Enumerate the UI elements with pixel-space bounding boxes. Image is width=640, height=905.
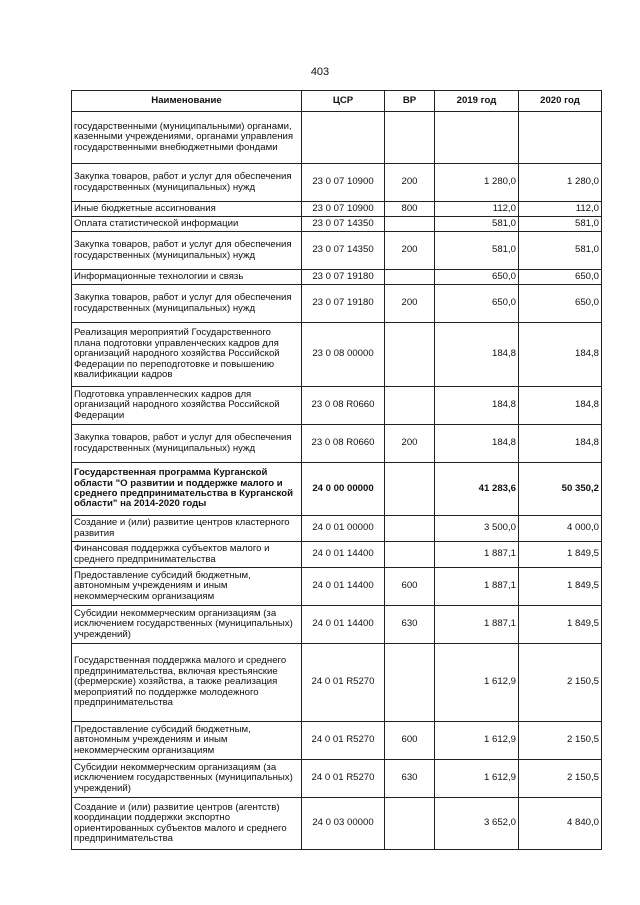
row-vr-cell bbox=[385, 112, 435, 164]
row-vr-cell: 600 bbox=[385, 568, 435, 606]
row-2019-cell: 1 887,1 bbox=[435, 542, 519, 568]
row-csr-cell: 24 0 01 R5270 bbox=[302, 760, 385, 798]
row-csr-cell: 23 0 07 19180 bbox=[302, 270, 385, 285]
row-2019-cell: 41 283,6 bbox=[435, 463, 519, 516]
row-2019-cell: 184,8 bbox=[435, 387, 519, 425]
row-name-cell: Закупка товаров, работ и услуг для обеспечения государственных (муниципальных) нужд bbox=[72, 232, 302, 270]
row-name-cell: Закупка товаров, работ и услуг для обеспечения государственных (муниципальных) нужд bbox=[72, 425, 302, 463]
table-row bbox=[72, 644, 602, 722]
row-csr-cell: 24 0 01 14400 bbox=[302, 606, 385, 644]
row-2020-cell: 50 350,2 bbox=[519, 463, 602, 516]
row-csr-cell: 24 0 01 00000 bbox=[302, 516, 385, 542]
row-2020-cell: 650,0 bbox=[519, 270, 602, 285]
row-name-cell: Информационные технологии и связь bbox=[72, 270, 302, 285]
row-2019-cell: 1 612,9 bbox=[435, 644, 519, 722]
row-name-cell: Подготовка управленческих кадров для организаций народного хозяйства Российской Федерации bbox=[72, 387, 302, 425]
row-name-cell: государственными (муниципальными) органами, казенными учреждениями, органами управления государственными внебюджетными фондами bbox=[72, 112, 302, 164]
row-name-cell: Государственная поддержка малого и среднего предпринимательства, включая крестьянские (фермерские) хозяйства, а также реализация мероприятий по поддержке молодежного предпринимательства bbox=[72, 644, 302, 722]
page-number: 403 bbox=[310, 66, 330, 78]
row-2019-cell: 650,0 bbox=[435, 285, 519, 323]
row-vr-cell bbox=[385, 217, 435, 232]
row-csr-cell: 23 0 07 19180 bbox=[302, 285, 385, 323]
row-name-cell: Иные бюджетные ассигнования bbox=[72, 202, 302, 217]
table-row bbox=[72, 463, 602, 516]
row-2019-cell: 650,0 bbox=[435, 270, 519, 285]
row-vr-cell bbox=[385, 542, 435, 568]
row-csr-cell: 23 0 07 10900 bbox=[302, 202, 385, 217]
row-vr-cell: 200 bbox=[385, 164, 435, 202]
table-row bbox=[72, 387, 602, 425]
header-2019: 2019 год bbox=[435, 91, 519, 112]
row-vr-cell: 200 bbox=[385, 425, 435, 463]
table-row bbox=[72, 542, 602, 568]
row-csr-cell: 23 0 08 R0660 bbox=[302, 387, 385, 425]
row-name-cell: Субсидии некоммерческим организациям (за исключением государственных (муниципальных) учреждений) bbox=[72, 760, 302, 798]
row-2019-cell: 184,8 bbox=[435, 323, 519, 387]
row-2020-cell: 581,0 bbox=[519, 232, 602, 270]
row-name-cell: Предоставление субсидий бюджетным, автономным учреждениям и иным некоммерческим организациям bbox=[72, 568, 302, 606]
row-2020-cell: 1 849,5 bbox=[519, 568, 602, 606]
table-row bbox=[72, 606, 602, 644]
row-name-cell: Закупка товаров, работ и услуг для обеспечения государственных (муниципальных) нужд bbox=[72, 164, 302, 202]
header-2020: 2020 год bbox=[519, 91, 602, 112]
header-csr: ЦСР bbox=[302, 91, 385, 112]
row-2020-cell: 184,8 bbox=[519, 425, 602, 463]
table-row bbox=[72, 270, 602, 285]
row-csr-cell: 23 0 07 10900 bbox=[302, 164, 385, 202]
table-row bbox=[72, 568, 602, 606]
row-vr-cell bbox=[385, 270, 435, 285]
row-name-cell: Закупка товаров, работ и услуг для обеспечения государственных (муниципальных) нужд bbox=[72, 285, 302, 323]
row-vr-cell bbox=[385, 463, 435, 516]
row-vr-cell: 200 bbox=[385, 285, 435, 323]
row-vr-cell bbox=[385, 323, 435, 387]
table-row bbox=[72, 232, 602, 270]
row-2020-cell: 4 000,0 bbox=[519, 516, 602, 542]
row-2020-cell: 1 849,5 bbox=[519, 606, 602, 644]
table-row bbox=[72, 164, 602, 202]
row-2019-cell: 112,0 bbox=[435, 202, 519, 217]
row-2019-cell: 184,8 bbox=[435, 425, 519, 463]
row-2020-cell bbox=[519, 112, 602, 164]
table-row bbox=[72, 722, 602, 760]
row-csr-cell bbox=[302, 112, 385, 164]
row-csr-cell: 24 0 00 00000 bbox=[302, 463, 385, 516]
row-2020-cell: 4 840,0 bbox=[519, 798, 602, 850]
row-csr-cell: 24 0 01 R5270 bbox=[302, 644, 385, 722]
header-name: Наименование bbox=[72, 91, 302, 112]
table-row bbox=[72, 760, 602, 798]
row-name-cell: Оплата статистической информации bbox=[72, 217, 302, 232]
row-vr-cell: 800 bbox=[385, 202, 435, 217]
row-csr-cell: 23 0 08 00000 bbox=[302, 323, 385, 387]
table-row bbox=[72, 516, 602, 542]
table-row bbox=[72, 202, 602, 217]
row-vr-cell: 630 bbox=[385, 760, 435, 798]
table-row bbox=[72, 323, 602, 387]
row-2020-cell: 112,0 bbox=[519, 202, 602, 217]
table-row bbox=[72, 217, 602, 232]
row-2020-cell: 1 280,0 bbox=[519, 164, 602, 202]
row-vr-cell bbox=[385, 644, 435, 722]
row-name-cell: Реализация мероприятий Государственного плана подготовки управленческих кадров для организаций народного хозяйства Российской Федерации по переподготовке и повышению квалификации кадров bbox=[72, 323, 302, 387]
row-vr-cell bbox=[385, 387, 435, 425]
row-2020-cell: 2 150,5 bbox=[519, 644, 602, 722]
row-2019-cell: 1 887,1 bbox=[435, 568, 519, 606]
row-csr-cell: 24 0 01 14400 bbox=[302, 542, 385, 568]
row-vr-cell bbox=[385, 798, 435, 850]
table-row bbox=[72, 112, 602, 164]
row-vr-cell: 200 bbox=[385, 232, 435, 270]
row-2020-cell: 650,0 bbox=[519, 285, 602, 323]
row-csr-cell: 23 0 07 14350 bbox=[302, 217, 385, 232]
table-row bbox=[72, 425, 602, 463]
row-2019-cell: 1 280,0 bbox=[435, 164, 519, 202]
row-name-cell: Создание и (или) развитие центров кластерного развития bbox=[72, 516, 302, 542]
row-2020-cell: 581,0 bbox=[519, 217, 602, 232]
row-csr-cell: 24 0 01 14400 bbox=[302, 568, 385, 606]
row-2019-cell: 1 887,1 bbox=[435, 606, 519, 644]
table-body bbox=[72, 112, 602, 850]
budget-table bbox=[71, 90, 602, 850]
row-csr-cell: 23 0 08 R0660 bbox=[302, 425, 385, 463]
table-header-row bbox=[72, 91, 602, 112]
table-row bbox=[72, 285, 602, 323]
row-name-cell: Государственная программа Курганской области "О развитии и поддержке малого и среднего предпринимательства в Курганской области" на 2014-2020 годы bbox=[72, 463, 302, 516]
header-vr: ВР bbox=[385, 91, 435, 112]
row-name-cell: Создание и (или) развитие центров (агентств) координации поддержки экспортно ориентированных субъектов малого и среднего предпринимательства bbox=[72, 798, 302, 850]
row-2020-cell: 2 150,5 bbox=[519, 760, 602, 798]
row-name-cell: Финансовая поддержка субъектов малого и среднего предпринимательства bbox=[72, 542, 302, 568]
row-vr-cell: 600 bbox=[385, 722, 435, 760]
row-name-cell: Предоставление субсидий бюджетным, автономным учреждениям и иным некоммерческим организациям bbox=[72, 722, 302, 760]
row-vr-cell: 630 bbox=[385, 606, 435, 644]
row-csr-cell: 23 0 07 14350 bbox=[302, 232, 385, 270]
row-csr-cell: 24 0 03 00000 bbox=[302, 798, 385, 850]
row-2019-cell bbox=[435, 112, 519, 164]
row-csr-cell: 24 0 01 R5270 bbox=[302, 722, 385, 760]
row-2019-cell: 3 652,0 bbox=[435, 798, 519, 850]
row-2019-cell: 3 500,0 bbox=[435, 516, 519, 542]
table-row bbox=[72, 798, 602, 850]
row-2019-cell: 581,0 bbox=[435, 232, 519, 270]
row-2020-cell: 184,8 bbox=[519, 387, 602, 425]
row-2019-cell: 1 612,9 bbox=[435, 760, 519, 798]
row-2020-cell: 184,8 bbox=[519, 323, 602, 387]
row-2020-cell: 2 150,5 bbox=[519, 722, 602, 760]
row-name-cell: Субсидии некоммерческим организациям (за исключением государственных (муниципальных) учреждений) bbox=[72, 606, 302, 644]
row-vr-cell bbox=[385, 516, 435, 542]
row-2019-cell: 581,0 bbox=[435, 217, 519, 232]
row-2020-cell: 1 849,5 bbox=[519, 542, 602, 568]
row-2019-cell: 1 612,9 bbox=[435, 722, 519, 760]
